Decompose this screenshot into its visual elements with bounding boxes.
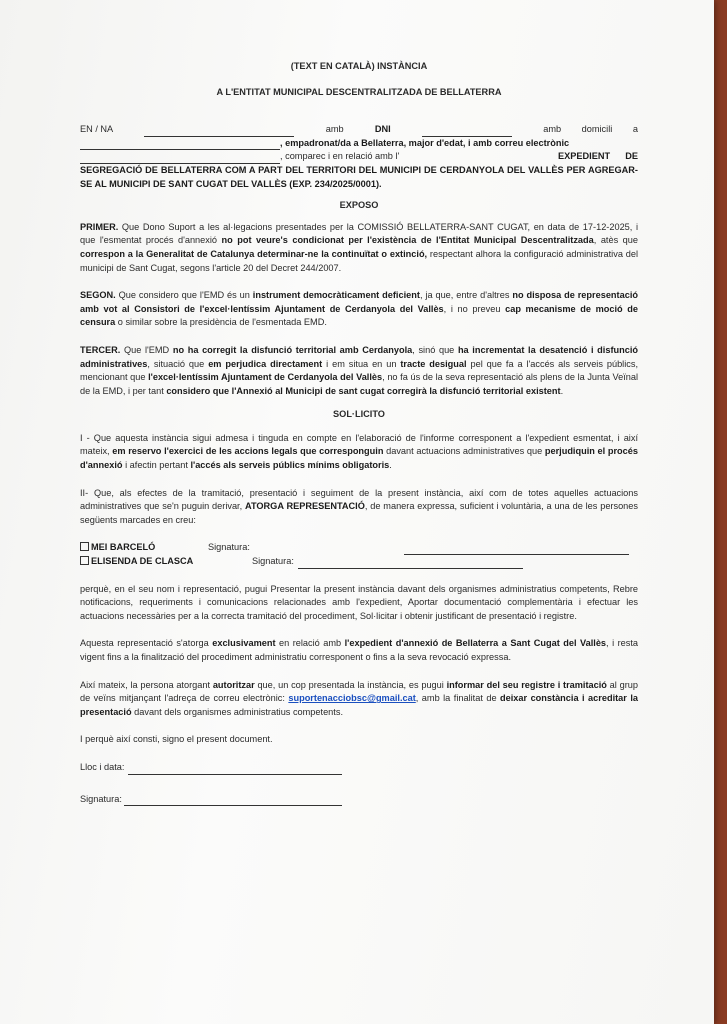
document-content <box>80 60 638 806</box>
place-date-row <box>80 761 638 775</box>
place-date-label: Lloc i data: <box>80 761 125 772</box>
closing-text: I perquè així consti, signo el present document. <box>80 734 273 745</box>
recipient-heading: A L'ENTITAT MUNICIPAL DESCENTRALITZADA DE BELLATERRA <box>216 86 502 97</box>
document-title: (TEXT EN CATALÀ) INSTÀNCIA <box>290 61 428 71</box>
representative-option[interactable]: ELISENDA DE CLASCA <box>80 555 252 569</box>
place-date-field[interactable] <box>128 774 342 775</box>
scope-paragraph: Aquesta representació s'atorga exclusivament en relació amb l'expedient d'annexió de Bellaterra a Sant Cugat del Vallès, i resta vigent fins a la finalització del procediment administratiu corresponent o fins a la seva revocació expressa. <box>80 638 639 662</box>
empadronat-text: , empadronat/da a Bellaterra, major d'edat, i amb correu electrònic <box>280 137 570 148</box>
comparec-text: , comparec i en relació amb l' <box>280 151 400 162</box>
expedient-text: EXPEDIENT DE SEGREGACIÓ DE BELLATERRA COM A PART DEL TERRITORI DEL MUNICIPI DE CERDANYOLA DEL VALLÈS PER AGREGAR-SE AL MUNICIPI DE SANT CUGAT DEL VALLÈS (EXP. 234/2025/0001). <box>80 151 638 189</box>
checkbox-icon[interactable] <box>80 542 89 551</box>
signature-line[interactable] <box>404 554 629 555</box>
address-field[interactable] <box>80 140 280 150</box>
intro-line-2 <box>80 137 638 151</box>
authorization-paragraph: Així mateix, la persona atorgant autoritzar que, un cop presentada la instància, es pugui informar del seu registre i tramitació al grup de veïns mitjançant l'adreça de correu electrònic: suportenacciobsc@gmail.cat, amb la finalitat de deixar constància i acreditar la presentació davant dels organismes administratius competents. <box>80 679 638 717</box>
exposo-heading: EXPOSO <box>339 200 379 211</box>
representative-row <box>80 541 638 555</box>
dni-label: DNI <box>374 124 391 135</box>
representative-row <box>80 555 638 569</box>
purpose-paragraph: perquè, en el seu nom i representació, pugui Presentar la present instància davant dels organismes administratius competents, Rebre notificacions, requeriments i comunicacions relacionades amb l'expedient, Aportar documentació complementària i efectuar les actuacions necessàries per a la correcta tramitació del procediment, Sol·licitar i obtenir justificant de presentació i registre. <box>80 583 638 621</box>
final-signature-label: Signatura: <box>80 793 122 804</box>
amb-label: amb <box>325 124 344 135</box>
name-field[interactable] <box>144 127 294 137</box>
segon-paragraph: SEGON. Que considero que l'EMD és un instrument democràticament deficient, ja que, entre d'altres no disposa de representació amb vot al Consistori de l'excel·lentíssim Ajuntament de Cerdanyola del Vallès, i no preveu cap mecanisme de moció de censura o similar sobre la presidència de l'esmentada EMD. <box>80 290 638 328</box>
solicito-heading: SOL·LICITO <box>333 409 385 420</box>
final-signature-field[interactable] <box>124 805 342 806</box>
representatives-block <box>80 541 638 568</box>
intro-line-1 <box>80 123 638 137</box>
signature-line[interactable] <box>298 568 523 569</box>
signature-label: Signatura: <box>252 556 294 567</box>
representative-option[interactable]: MEI BARCELÓ <box>80 541 208 555</box>
en-na-label: EN / NA <box>80 124 114 135</box>
checkbox-icon[interactable] <box>80 556 89 565</box>
intro-block <box>80 123 638 191</box>
final-signature-row <box>80 793 638 807</box>
dni-field[interactable] <box>422 127 512 137</box>
signature-label: Signatura: <box>208 542 250 553</box>
primer-paragraph: PRIMER. Que Dono Suport a les al·legacions presentades per la COMISSIÓ BELLATERRA-SANT CUGAT, en data de 17-12-2025, i que l'esmentat procés d'annexió no pot veure's condicionat per l'existència de l'Entitat Municipal Descentralitzada, atès que correspon a la Generalitat de Catalunya determinar-ne la continuïtat o extinció, respectant alhora la configuració administrativa del municipi de Sant Cugat, segons l'article 20 del Decret 244/2007. <box>80 221 639 273</box>
request-i-paragraph: I - Que aquesta instància sigui admesa i tinguda en compte en l'elaboració de l'informe corresponent a l'expedient esmentat, i així mateix, em reservo l'exercici de les accions legals que corresponguin davant actuacions administratives que perjudiquin el procés d'annexió i afectin pertant l'accés als serveis públics mínims obligatoris. <box>80 432 638 471</box>
domicili-label: amb domicili a <box>543 124 638 135</box>
tercer-paragraph: TERCER. Que l'EMD no ha corregit la disfunció territorial amb Cerdanyola, sinó que ha incrementat la desatenció i disfunció administratives, situació que em perjudica directament i em situa en un tracte desigual pel que fa a l'accés als serveis públics, mencionant que l'excel·lentíssim Ajuntament de Cerdanyola del Vallès, no fa ús de la seva representació als plens de la Junta Veïnal de la EMD, i per tant considero que l'Annexió al Municipi de sant cugat corregirà la disfunció territorial existent. <box>80 344 639 396</box>
request-ii-paragraph: II- Que, als efectes de la tramitació, presentació i seguiment de la present instància, així com de totes aquelles actuacions administratives que se'n puguin derivar, ATORGA REPRESENTACIÓ, de manera expressa, suficient i voluntària, a una de les persones següents marcades en creu: <box>80 487 638 525</box>
email-link[interactable]: suportenacciobsc@gmail.cat <box>288 693 416 704</box>
